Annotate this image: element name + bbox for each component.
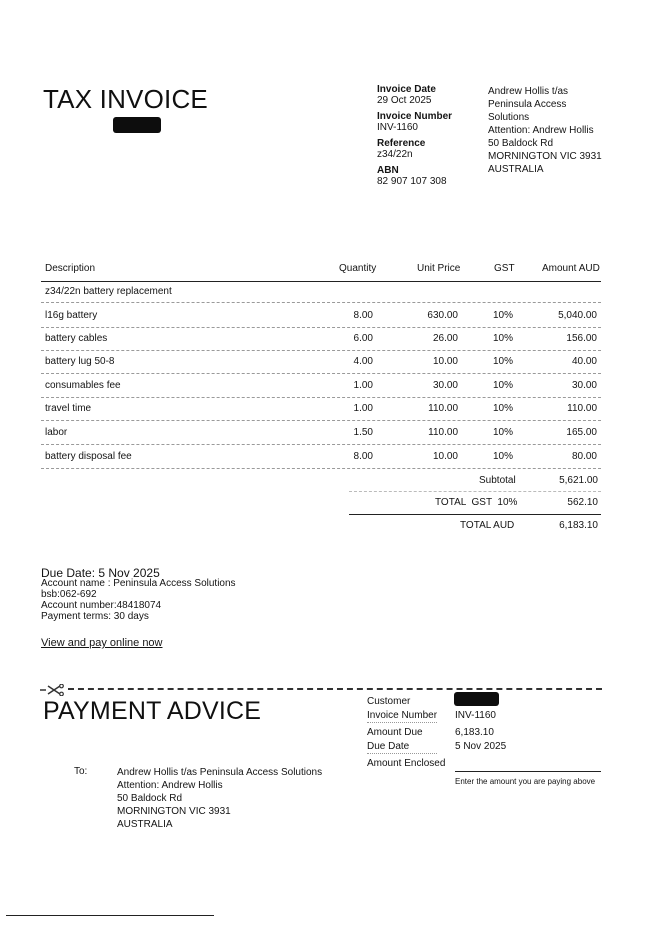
row-description: battery disposal fee (45, 451, 132, 462)
row-gst: 10% (492, 310, 513, 321)
header-divider (41, 281, 601, 282)
amount-due-label: Amount Due (367, 727, 423, 738)
advice-due-date: 5 Nov 2025 (455, 741, 507, 752)
row-amount: 40.00 (571, 356, 597, 367)
payment-detail-line: Payment terms: 30 days (41, 611, 149, 622)
table-row (41, 446, 601, 469)
table-row (41, 305, 601, 328)
row-gst: 10% (492, 427, 513, 438)
payment-detail-line: bsb:062-692 (41, 589, 97, 600)
payment-detail-line: Account name : Peninsula Access Solutions (41, 578, 236, 589)
address-line: MORNINGTON VIC 3931 (117, 806, 231, 817)
row-quantity: 4.00 (353, 356, 373, 367)
redacted-customer (454, 692, 499, 706)
subtotal-divider (349, 491, 601, 492)
row-description: l16g battery (45, 310, 98, 321)
row-quantity: 8.00 (353, 310, 373, 321)
table-row (41, 351, 601, 374)
row-unit-price: 26.00 (432, 333, 458, 344)
row-divider (41, 420, 601, 421)
address-line: AUSTRALIA (488, 164, 544, 175)
row-gst: 10% (492, 380, 513, 391)
table-row (41, 375, 601, 398)
amount-due-value: 6,183.10 (455, 727, 494, 738)
amount-enclosed-label: Amount Enclosed (367, 758, 446, 769)
gst-total-label: TOTAL GST 10% (435, 497, 518, 508)
row-amount: 80.00 (571, 451, 597, 462)
invoice-title: TAX INVOICE (43, 84, 208, 114)
payment-details (41, 578, 236, 622)
table-row (41, 328, 601, 351)
col-header-description: Description (45, 263, 96, 274)
amount-enclosed-field[interactable] (455, 771, 601, 772)
row-unit-price: 30.00 (432, 380, 458, 391)
invoice-number-label: Invoice Number (377, 111, 453, 122)
row-unit-price: 10.00 (432, 356, 458, 367)
row-gst: 10% (492, 356, 513, 367)
address-line: Solutions (488, 112, 530, 123)
row-unit-price: 110.00 (428, 427, 458, 438)
row-divider (41, 444, 601, 445)
supplier-address (488, 85, 618, 176)
address-line: Andrew Hollis t/as Peninsula Access Solutions (117, 767, 323, 778)
to-label: To: (74, 766, 88, 777)
invoice-date-label: Invoice Date (377, 84, 436, 95)
col-header-quantity: Quantity (339, 263, 377, 274)
row-amount: 5,040.00 (558, 310, 597, 321)
invoice-meta (377, 84, 477, 187)
row-divider (41, 302, 601, 303)
pay-online-link[interactable]: View and pay online now (41, 637, 163, 649)
total-label: TOTAL AUD (460, 520, 515, 531)
address-line: 50 Baldock Rd (488, 138, 554, 149)
due-date-heading: Due Date: 5 Nov 2025 (41, 566, 160, 580)
invoice-number: INV-1160 (377, 122, 418, 133)
address-line: Andrew Hollis t/as (488, 86, 569, 97)
col-header-unit-price: Unit Price (417, 263, 461, 274)
row-description: travel time (45, 403, 92, 414)
row-quantity: 6.00 (353, 333, 373, 344)
row-description: battery cables (45, 333, 108, 344)
row-divider (41, 468, 601, 469)
row-amount: 110.00 (567, 403, 597, 414)
row-description: labor (45, 427, 68, 438)
row-divider (41, 373, 601, 374)
row-unit-price: 10.00 (432, 451, 458, 462)
address-line: 50 Baldock Rd (117, 793, 183, 804)
address-line: Attention: Andrew Hollis (488, 125, 594, 136)
row-unit-price: 110.00 (428, 403, 458, 414)
row-amount: 30.00 (571, 380, 597, 391)
row-quantity: 8.00 (353, 451, 373, 462)
table-row (41, 398, 601, 421)
bottom-rule (6, 915, 214, 916)
abn-label: ABN (377, 165, 399, 176)
row-quantity: 1.50 (353, 427, 373, 438)
address-line: AUSTRALIA (117, 819, 173, 830)
total-divider (349, 514, 601, 515)
subtotal-label: Subtotal (479, 475, 516, 486)
address-line: Attention: Andrew Hollis (117, 780, 223, 791)
row-amount: 165.00 (566, 427, 597, 438)
subtotal-value: 5,621.00 (559, 475, 598, 486)
row-quantity: 1.00 (353, 380, 373, 391)
address-line: Peninsula Access (488, 99, 567, 110)
reference-label: Reference (377, 138, 426, 149)
cut-line (40, 684, 602, 696)
cut-dash-line (68, 688, 602, 690)
row-unit-price: 630.00 (427, 310, 458, 321)
dotted-divider (367, 722, 437, 723)
advice-number-label: Invoice Number (367, 710, 438, 721)
abn-value: 82 907 107 308 (377, 176, 447, 187)
customer-label: Customer (367, 696, 411, 707)
remit-to-address (117, 766, 322, 831)
row-amount: 156.00 (566, 333, 597, 344)
advice-number: INV-1160 (455, 710, 496, 721)
advice-due-date-label: Due Date (367, 741, 410, 752)
row-gst: 10% (492, 451, 513, 462)
reference-value: z34/22n (377, 149, 413, 160)
invoice-date: 29 Oct 2025 (377, 95, 432, 106)
col-header-gst: GST (494, 263, 515, 274)
payment-advice-title: PAYMENT ADVICE (43, 697, 262, 725)
row-quantity: 1.00 (353, 403, 373, 414)
row-gst: 10% (492, 333, 513, 344)
row-description: battery lug 50-8 (45, 356, 115, 367)
col-header-amount: Amount AUD (542, 263, 600, 274)
amount-enclosed-hint: Enter the amount you are paying above (455, 777, 596, 786)
section-title: z34/22n battery replacement (45, 286, 172, 297)
redacted-block (113, 117, 161, 133)
address-line: MORNINGTON VIC 3931 (488, 151, 602, 162)
scissors-icon (40, 684, 66, 696)
payment-detail-line: Account number:48418074 (41, 600, 162, 611)
row-gst: 10% (492, 403, 513, 414)
dotted-divider (367, 753, 437, 754)
total-value: 6,183.10 (559, 520, 598, 531)
table-row (41, 422, 601, 445)
row-description: consumables fee (45, 380, 121, 391)
gst-total-value: 562.10 (567, 497, 598, 508)
